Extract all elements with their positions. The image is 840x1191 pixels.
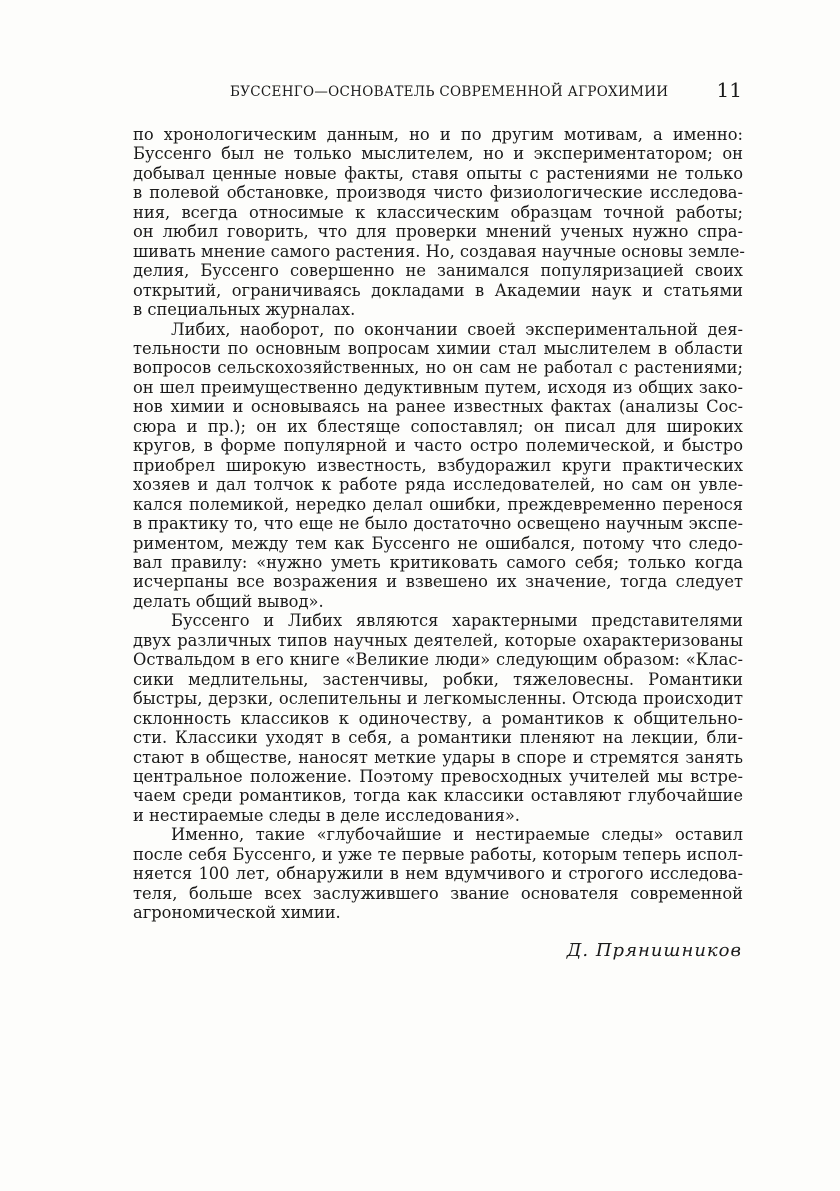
text-line: Буссенго и Либих являются характерными представителями [171,611,743,631]
text-line: в специальных журналах. [133,300,356,320]
text-line: няется 100 лет, обнаружили в нем вдумчивого и строгого исследова- [133,864,743,884]
text-line: сюра и пр.); он их блестяще сопоставлял; он писал для широких [133,416,743,436]
text-line: кался полемикой, нередко делал ошибки, преждевременно перенося [133,494,743,514]
paragraph [133,320,743,612]
text-line: сики медлительны, застенчивы, робки, тяжеловесны. Романтики [133,669,743,689]
text-line: шивать мнение самого растения. Но, создавая научные основы земле- [133,241,745,261]
text-line: стают в обществе, наносят меткие удары в споре и стремятся занять [133,747,743,767]
body-text [133,125,743,923]
text-line: тельности по основным вопросам химии стал мыслителем в области [133,338,743,358]
text-line: по хронологическим данным, но и по другим мотивам, а именно: [133,125,743,144]
text-line: приобрел широкую известность, взбудоражил круги практических [133,455,743,475]
paragraph [133,611,743,825]
text-line: агрономической химии. [133,903,341,923]
text-line: вопросов сельскохозяйственных, но он сам не работал с растениями; [133,358,743,378]
running-head [230,78,742,104]
text-line: ния, всегда относимые к классическим образцам точной работы; [133,202,743,222]
text-line: он шел преимущественно дедуктивным путем, исходя из общих зако- [133,377,743,397]
text-line: Именно, такие «глубочайшие и нестираемые следы» оставил [171,825,743,845]
text-line: делать общий вывод». [133,591,324,611]
text-line: добывал ценные новые факты, ставя опыты с растениями не только [133,163,743,183]
text-line: быстры, дерзки, ослепительны и легкомысленны. Отсюда происходит [133,689,743,709]
text-line: хозяев и дал толчок к работе ряда исследователей, но сам он увле- [133,475,743,495]
text-line: риментом, между тем как Буссенго не ошибался, потому что следо- [133,533,743,553]
author-signature: Д. Прянишников [566,940,742,961]
text-line: исчерпаны все возражения и взвешено их значение, тогда следует [133,572,743,592]
page-number: 11 [716,78,742,102]
text-line: чаем среди романтиков, тогда как классики оставляют глубочайшие [133,786,743,806]
text-line: кругов, в форме популярной и часто остро полемической, и быстро [133,436,743,456]
text-line: теля, больше всех заслужившего звание основателя современной [133,883,743,903]
text-line: и нестираемые следы в деле исследования». [133,805,520,825]
text-line: вал правилу: «нужно уметь критиковать самого себя; только когда [133,552,743,572]
running-title: БУССЕНГО—ОСНОВАТЕЛЬ СОВРЕМЕННОЙ АГРОХИМИИ [230,84,669,100]
text-line: он любил говорить, что для проверки мнений ученых нужно спра- [133,222,743,242]
text-line: после себя Буссенго, и уже те первые работы, которым теперь испол- [133,844,743,864]
text-line: нов химии и основываясь на ранее известных фактах (анализы Сос- [133,397,743,417]
text-line: склонность классиков к одиночеству, а романтиков к общительно- [133,708,743,728]
paragraph [133,825,743,922]
text-line: открытий, ограничиваясь докладами в Академии наук и статьями [133,280,743,300]
text-line: делия, Буссенго совершенно не занимался популяризацией своих [133,261,743,281]
text-line: сти. Классики уходят в себя, а романтики пленяют на лекции, бли- [133,728,743,748]
text-line: двух различных типов научных деятелей, которые охарактеризованы [133,630,743,650]
text-line: Буссенго был не только мыслителем, но и экспериментатором; он [133,144,743,164]
text-line: Оствальдом в его книге «Великие люди» следующим образом: «Клас- [133,650,743,670]
text-line: в практику то, что еще не было достаточно освещено научным экспе- [133,514,743,534]
text-line: Либих, наоборот, по окончании своей экспериментальной дея- [171,319,743,339]
text-line: в полевой обстановке, производя чисто физиологические исследова- [133,183,743,203]
paragraph [133,125,743,320]
text-line: центральное положение. Поэтому превосходных учителей мы встре- [133,766,743,786]
